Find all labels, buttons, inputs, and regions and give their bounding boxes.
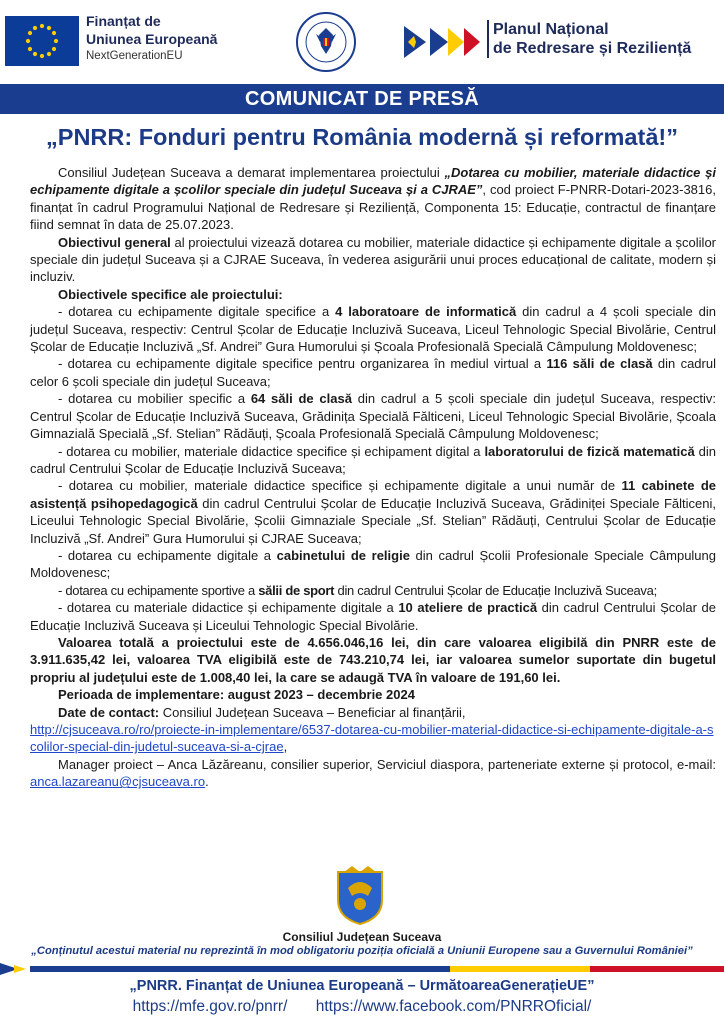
pnrr-color-stripe [0,963,724,975]
pnrr-logo-icon [404,22,482,62]
objective-post: din cadrul a 5 școli speciale din județul Suceava, respectiv: Centrul Școlar de Educație Incluzivă Suceava, Grădinița Specială Fălticeni, Liceul Tehnologic Special Bivolărie, Școala Gimnazială Specială „Sf. Stelian” Rădăuți, Școala Profesională Specială Câmpulung Moldovenesc; [30,391,716,442]
objective-highlight: 4 laboratoare de informatică [335,304,517,320]
contact-text: Consiliul Județean Suceava – Beneficiar al finanțării, [159,704,466,720]
press-release-banner: COMUNICAT DE PRESĂ [0,84,724,114]
objective-post: din cadrul Centrului Școlar de Educație Incluzivă Suceava; [30,443,716,476]
general-objective-text: al proiectului vizează dotarea cu mobilier, materiale didactice și echipamente digitale a școlilor speciale din județul Suceava și a CJRAE Suceava, în vederea asigurării unui proces educațional de calitate, modern și incluziv. [30,234,716,285]
general-objective-label: Obiectivul general [58,234,171,250]
objective-post: din cadrul Centrului Școlar de Educație Incluzivă Suceava; [334,582,657,598]
objective-post: din cadrul celor 6 școli speciale din județul Suceava; [30,356,716,389]
objective-item [30,582,716,599]
objective-item [30,547,716,582]
contact-link-paragraph [30,721,716,756]
objective-item [30,355,716,390]
general-objective-paragraph [30,234,716,286]
manager-suffix: . [205,774,209,790]
contact-paragraph [30,704,716,721]
objective-item [30,599,716,634]
objective-post: din cadrul Centrului Școlar de Educație Incluzivă Suceava, Grădiniței Speciale Fălticeni, Liceului Tehnologic Special Bivolărie, Școlii Gimnaziale Speciale „Sf. Stelian” Rădăuți, Centrului Școlar de Educație Incluzivă „Sf. Andrei” Gura Humorului și CJRAE Suceava; [30,495,717,546]
intro-text-1: Consiliul Județean Suceava a demarat implementarea proiectului [58,165,445,180]
objective-post: din cadrul Școlii Profesionale Speciale Câmpulung Moldovenesc; [30,547,716,581]
objective-item [30,390,716,442]
manager-paragraph [30,756,716,791]
objective-highlight: cabinetului de religie [276,547,410,563]
county-name: Consiliul Județean Suceava [282,930,442,944]
eu-line-2: Uniunea Europeană [86,31,218,47]
eu-line-1: Finanțat de [86,13,161,29]
footer-slogan: „PNRR. Finanțat de Uniunea Europeană – UrmătoareaGenerațieUE” [129,978,595,994]
manager-email-link[interactable]: anca.lazareanu@cjsuceava.ro [30,774,206,790]
objective-pre: - dotarea cu mobilier, materiale didactice specifice și echipamente digitale a unui număr de [58,478,622,494]
footer-links [0,998,724,1016]
objective-highlight: 10 ateliere de practică [398,600,538,616]
objective-post: din cadrul a 4 școli speciale din județul Suceava, respectiv: Centrul Școlar de Educație Incluzivă Suceava, Liceul Tehnologic Special Bivolărie, Centrul Școlar de Educație Incluzivă „Sf. Andrei” Gura Humorului și Școala Profesională Specială Câmpulung Moldovenesc; [30,304,716,355]
objective-item [30,303,716,355]
pnrr-label [487,20,691,58]
contact-link-suffix: , [283,739,288,755]
suceava-county-crest-icon [330,866,390,926]
header [0,0,724,82]
eu-line-3: NextGenerationEU [86,50,183,62]
objective-pre: - dotarea cu echipamente digitale specifice pentru organizarea în mediul virtual a [58,356,547,372]
intro-text-2: , cod proiect F-PNRR-Dotari-2023-3816, finanțat în cadrul Programului Național de Redresare și Reziliență, Componenta 15: Educație, contractul de finanțare fiind semnat în data de 25.07.2023. [30,182,716,233]
objective-highlight: 116 săli de clasă [546,356,653,372]
page-title: „PNRR: Fonduri pentru România modernă și reformată!” [46,124,678,150]
pnrr-line-2: de Redresare și Reziliență [493,40,692,57]
romanian-government-seal-icon [296,12,356,72]
article-body [30,164,716,791]
specific-objectives-heading [30,286,716,303]
objective-pre: - dotarea cu mobilier specific a [58,391,251,407]
eu-funding-label [86,12,217,62]
objective-item [30,477,716,547]
implementation-period-text: Perioada de implementare: august 2023 – decembrie 2024 [58,687,415,703]
project-value-text: Valoarea totală a proiectului este de 4.656.046,16 lei, din care valoarea eligibilă din PNRR este de 3.911.635,42 lei, valoarea TVA eligibilă este de 743.210,74 lei, iar valoarea sumelor suportate din bugetul propriu al județului este de 1.008,40 lei, la care se adaugă TVA în valoare de 191,60 lei. [30,634,716,685]
project-name: „Dotarea cu mobilier, materiale didactice și echipamente digitale a școlilor speciale din județul Suceava și a CJRAE” [30,165,716,198]
mfe-link[interactable]: https://mfe.gov.ro/pnrr/ [132,998,288,1015]
manager-text: Manager proiect – Anca Lăzăreanu, consilier superior, Serviciul diaspora, parteneriate externe și protocol, e-mail: [58,756,716,772]
objective-pre: - dotarea cu echipamente sportive a [58,582,259,598]
intro-paragraph [30,164,716,234]
objective-post: din cadrul Centrului Școlar de Educație Incluzivă Suceava și Liceului Tehnologic Special Bivolărie. [30,600,717,633]
objective-pre: - dotarea cu mobilier, materiale didactice specifice și echipament digital a [58,443,485,459]
facebook-link[interactable]: https://www.facebook.com/PNRROficial/ [315,998,592,1015]
objective-highlight: 11 cabinete de asistență psihopedagogică [30,478,716,511]
eu-flag-icon [5,16,79,66]
eu-disclaimer: „Conținutul acestui material nu reprezintă în mod obligatoriu poziția oficială a Uniunii Europene sau a Guvernului României” [31,945,693,957]
project-page-link[interactable]: http://cjsuceava.ro/ro/proiecte-in-implementare/6537-dotarea-cu-mobilier-material-didactice-si-echipamente-digitale-a-scolilor-special-din-judetul-suceava-si-a-cjrae [30,722,714,755]
pnrr-line-1: Planul Național [493,21,609,38]
objective-item [30,443,716,478]
contact-label: Date de contact: [58,704,160,720]
objective-pre: - dotarea cu echipamente digitale a [58,547,277,563]
project-value-paragraph [30,634,716,686]
implementation-period-paragraph [30,686,716,703]
specific-objectives-heading-text: Obiectivele specifice ale proiectului: [58,286,283,302]
objective-highlight: sălii de sport [258,582,335,598]
objective-pre: - dotarea cu echipamente digitale specifice a [58,304,336,320]
objective-pre: - dotarea cu materiale didactice și echipamente digitale a [58,600,399,616]
objective-highlight: laboratorului de fizică matematică [484,443,695,459]
objective-highlight: 64 săli de clasă [250,391,352,407]
